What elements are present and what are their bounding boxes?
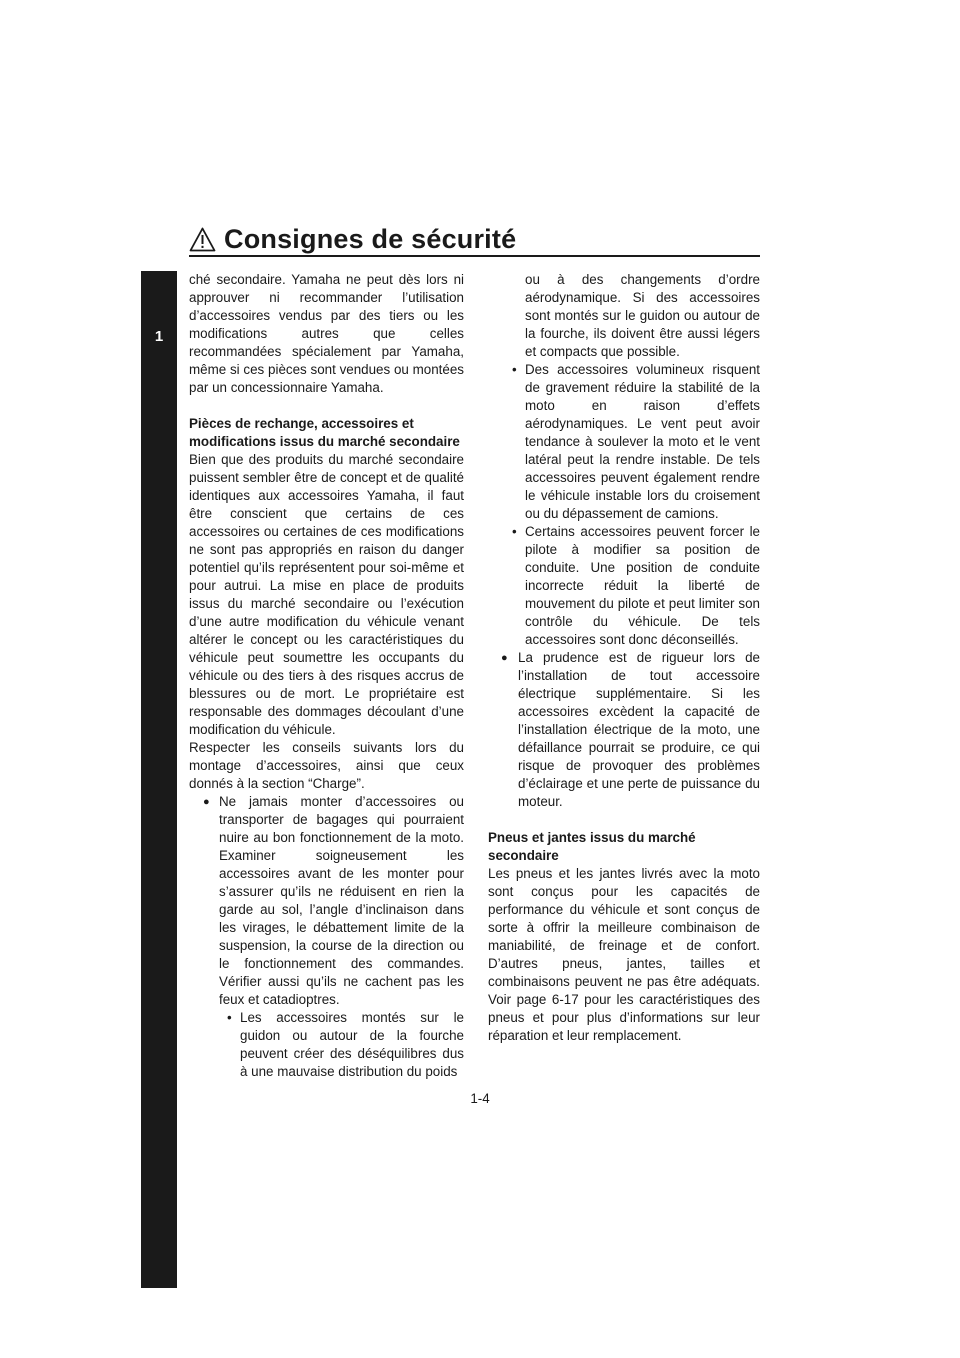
warning-triangle-icon	[189, 227, 216, 252]
page-number: 1-4	[470, 1091, 490, 1106]
sub-bullet-marker: •	[512, 524, 517, 539]
bullet-marker: ●	[501, 652, 508, 664]
right-column	[488, 271, 760, 1045]
sub-bullet-text: Les accessoires montés sur le guidon ou autour de la fourche peuvent créer des déséquilibres dus à une mauvaise distribution du poids	[240, 1010, 464, 1079]
paragraph-aftermarket: Bien que des produits du marché secondaire puissent sembler être de concept et de qualité identiques aux accessoires Yamaha, il faut être conscient que certains de ces accessoires ou certaines de ces modifications ne sont pas appropriés en raison du danger potentiel qu’ils représentent pour soi-même et pour autrui. La mise en place de produits issus du marché secondaire ou l’exécution d’une autre modification du véhicule venant altérer le concept ou les caractéristiques du véhicule peut soumettre les occupants du véhicule ou des tiers à des risques accrus de blessures ou de mort. Le propriétaire est responsable des dommages découlant d’une modification du véhicule.	[189, 452, 464, 737]
section-heading-aftermarket: Pièces de rechange, accessoires et modifications issus du marché secondaire	[189, 416, 460, 449]
paragraph-advice: Respecter les conseils suivants lors du montage d’accessoires, ainsi que ceux donnés à la section “Charge”.	[189, 740, 464, 791]
list-item	[488, 649, 760, 811]
bullet-text: La prudence est de rigueur lors de l’installation de tout accessoire électrique supplémentaire. Si les accessoires excèdent la capacité de l’installation électrique de la moto, une défaillance pourrait se produire, ce qui risque de provoquer des problèmes d’éclairage et une perte de puissance du moteur.	[518, 650, 760, 809]
chapter-number: 1	[154, 328, 164, 345]
header-rule	[189, 255, 760, 257]
section-heading-tires: Pneus et jantes issus du marché secondaire	[488, 830, 696, 863]
bullet-marker: ●	[203, 796, 210, 808]
sub-bullet-continuation	[488, 271, 760, 361]
sub-bullet-marker: •	[512, 362, 517, 377]
sub-bullet-text: Des accessoires volumineux risquent de gravement réduire la stabilité de la moto en raison d’effets aérodynamiques. Le vent peut avoir tendance à soulever la moto et le vent latéral peut la rendre instable. De tels accessoires peuvent également rendre le véhicule instable lors du croisement ou du dépassement de camions.	[525, 362, 760, 521]
page-title: Consignes de sécurité	[224, 224, 517, 254]
list-item	[189, 793, 464, 1009]
sub-bullet-marker: •	[227, 1010, 232, 1025]
list-item	[488, 523, 760, 649]
bullet-text: Ne jamais monter d’accessoires ou transporter de bagages qui pourraient nuire au bon fonctionnement de la moto. Examiner soigneusement les accessoires avant de les monter pour s’assurer qu’ils ne réduisent en rien la garde au sol, l’angle d’inclinaison dans les virages, le débattement limite de la suspension, la course de la direction ou le fonctionnement des commandes. Vérifier aussi qu’ils ne cachent pas les feux et catadioptres.	[219, 794, 464, 1007]
left-column	[189, 271, 464, 1081]
intro-paragraph: ché secondaire. Yamaha ne peut dès lors ni approuver ni recommander l’utilisation d’accessoires vendus par des tiers ou les modifications autres que celles recommandées spécialement par Yamaha, même si ces pièces sont vendues ou montées par un concessionnaire Yamaha.	[189, 272, 464, 395]
paragraph-tires: Les pneus et les jantes livrés avec la moto sont conçus pour les capacités de performance du véhicule et sont conçus de sorte à offrir la meilleure combinaison de maniabilité, de freinage et de confort. D’autres pneus, jantes, tailles et combinaisons peuvent ne pas être adéquats. Voir page 6-17 pour les caractéristiques des pneus et pour plus d’informations sur leur réparation et leur remplacement.	[488, 866, 760, 1043]
list-item	[488, 361, 760, 523]
list-item	[189, 1009, 464, 1081]
page-header	[189, 221, 760, 257]
chapter-tab	[141, 271, 177, 1288]
sub-bullet-text: ou à des changements d’ordre aérodynamique. Si des accessoires sont montés sur le guidon ou autour de la fourche, ils doivent être aussi légers et compacts que possible.	[525, 272, 760, 359]
sub-bullet-text: Certains accessoires peuvent forcer le pilote à modifier sa position de conduite. Une position de conduite incorrecte réduit la liberté de mouvement du pilote et peut limiter son contrôle du véhicule. De tels accessoires sont donc déconseillés.	[525, 524, 760, 647]
